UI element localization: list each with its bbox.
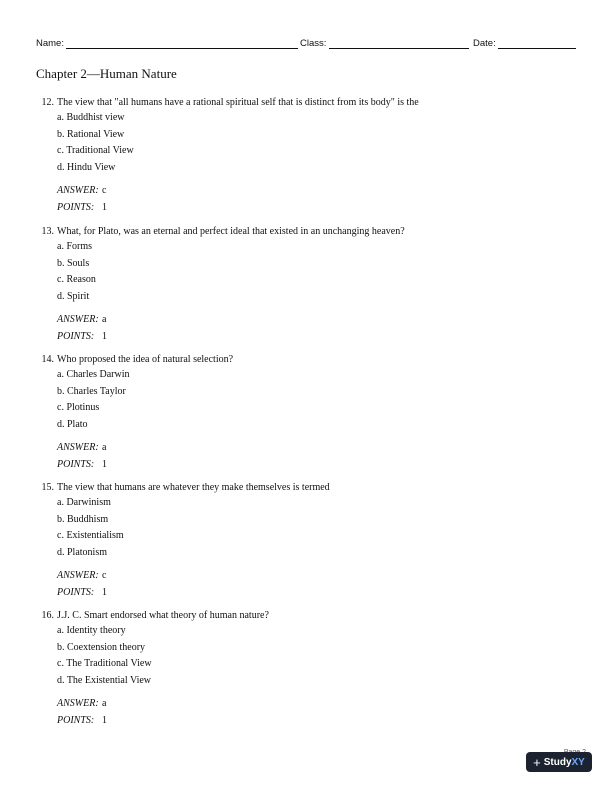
points-line-label: POINTS: xyxy=(57,458,95,470)
studyxy-badge[interactable] xyxy=(526,752,592,772)
spacer xyxy=(36,561,576,568)
answer-option: c. Plotinus xyxy=(57,402,100,413)
question-text: Who proposed the idea of natural selection? xyxy=(57,354,234,365)
points-line xyxy=(36,713,576,730)
spacer xyxy=(36,433,576,440)
spacer xyxy=(36,689,576,696)
answer-line-label: ANSWER: xyxy=(57,570,99,581)
points-line-value: 1 xyxy=(102,201,107,213)
answer-option: d. Spirit xyxy=(57,290,90,302)
answer-option: d. The Existential View xyxy=(57,674,152,686)
answer-option: b. Coextension theory xyxy=(57,641,146,653)
points-line-value: 1 xyxy=(102,714,107,726)
name-field[interactable] xyxy=(66,48,298,49)
answer-option: c. Existentialism xyxy=(57,530,124,541)
answer-line xyxy=(36,183,576,200)
question-number: 12. xyxy=(41,97,54,108)
answer-option: a. Forms xyxy=(57,241,92,252)
class-field[interactable] xyxy=(329,48,469,49)
answer-option: b. Rational View xyxy=(57,128,125,140)
question-text: The view that "all humans have a rational spiritual self that is distinct from its body" is the xyxy=(57,97,419,108)
question-stem xyxy=(36,481,576,495)
question-stem xyxy=(36,353,576,367)
answer-option: a. Charles Darwin xyxy=(57,369,130,380)
badge-brand: StudyXY xyxy=(543,756,585,768)
answer-line xyxy=(36,440,576,457)
question-block xyxy=(36,353,576,473)
question-block xyxy=(36,96,576,216)
class-label: Class: xyxy=(300,38,327,49)
points-line xyxy=(36,457,576,474)
answer-line-label: ANSWER: xyxy=(57,442,99,453)
answer-option: d. Plato xyxy=(57,418,88,430)
answer-line-value: c xyxy=(102,570,107,581)
question-stem xyxy=(36,96,576,110)
answer-option: d. Hindu View xyxy=(57,161,116,173)
points-line-label: POINTS: xyxy=(57,714,95,726)
points-line-label: POINTS: xyxy=(57,586,95,598)
answer-line-label: ANSWER: xyxy=(57,698,99,709)
answer-line-label: ANSWER: xyxy=(57,314,99,325)
name-label: Name: xyxy=(36,38,64,49)
plus-icon: + xyxy=(533,754,541,770)
question-number: 14. xyxy=(41,354,54,365)
question-text: The view that humans are whatever they make themselves is termed xyxy=(57,482,330,493)
points-line xyxy=(36,200,576,217)
worksheet-header xyxy=(36,38,576,52)
question-block xyxy=(36,225,576,345)
question-number: 15. xyxy=(41,482,54,493)
answer-option: d. Platonism xyxy=(57,546,108,558)
points-line-value: 1 xyxy=(102,586,107,598)
answer-line xyxy=(36,312,576,329)
answer-option: a. Buddhist view xyxy=(57,112,125,123)
answer-line xyxy=(36,696,576,713)
question-number: 13. xyxy=(41,226,54,237)
points-line-value: 1 xyxy=(102,330,107,342)
points-line xyxy=(36,585,576,602)
answer-option: a. Darwinism xyxy=(57,497,111,508)
points-line-label: POINTS: xyxy=(57,201,95,213)
answer-line-label: ANSWER: xyxy=(57,185,99,196)
date-label: Date: xyxy=(473,38,496,49)
answer-line-value: a xyxy=(102,698,107,709)
answer-line xyxy=(36,568,576,585)
chapter-title: Chapter 2—Human Nature xyxy=(36,66,177,81)
points-line-value: 1 xyxy=(102,458,107,470)
answer-option: c. Traditional View xyxy=(57,145,134,156)
spacer xyxy=(36,176,576,183)
question-number: 16. xyxy=(41,610,54,621)
points-line xyxy=(36,329,576,346)
question-text: J.J. C. Smart endorsed what theory of human nature? xyxy=(57,610,269,621)
answer-line-value: a xyxy=(102,314,107,325)
answer-option: a. Identity theory xyxy=(57,625,126,636)
question-block xyxy=(36,481,576,601)
question-stem xyxy=(36,609,576,623)
spacer xyxy=(36,305,576,312)
points-line-label: POINTS: xyxy=(57,330,95,342)
question-block xyxy=(36,609,576,729)
answer-option: b. Charles Taylor xyxy=(57,385,126,397)
question-stem xyxy=(36,225,576,239)
answer-option: c. Reason xyxy=(57,274,96,285)
answer-line-value: c xyxy=(102,185,107,196)
date-field[interactable] xyxy=(498,48,576,49)
question-text: What, for Plato, was an eternal and perfect ideal that existed in an unchanging heaven? xyxy=(57,226,405,237)
answer-option: b. Souls xyxy=(57,257,90,269)
answer-option: b. Buddhism xyxy=(57,513,109,525)
answer-line-value: a xyxy=(102,442,107,453)
answer-option: c. The Traditional View xyxy=(57,658,152,669)
